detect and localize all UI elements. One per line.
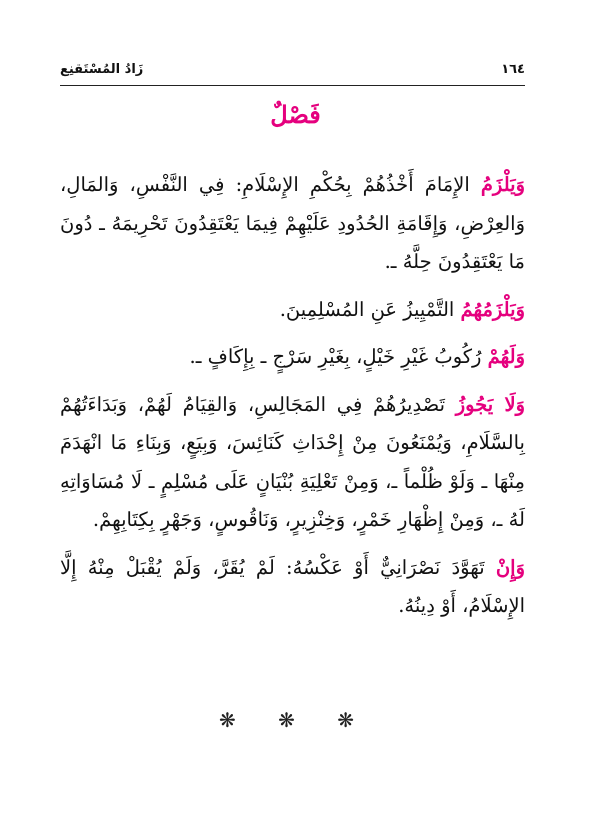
paragraph-text: رُكُوبُ غَيْرِ خَيْلٍ، بِغَيْرِ سَرْجٍ ـ بِإِكَافٍ ـ.: [189, 345, 488, 368]
header-rule: [60, 85, 525, 86]
body-text: [60, 166, 525, 635]
paragraph: [60, 338, 525, 377]
paragraph-text: الإِمَامَ أَخْذُهُمْ بِحُكْمِ الإِسْلَامِ: فِي النَّفْسِ، وَالمَالِ، وَالعِرْضِ، وَإِقَامَةِ الحُدُودِ عَلَيْهِمْ فِيمَا يَعْتَقِدُونَ تَحْرِيمَهُ ـ دُونَ مَا يَعْتَقِدُونَ حِلَّهُ ـ.: [60, 173, 525, 273]
paragraph: [60, 166, 525, 282]
paragraph-keyword: وَيَلْزَمُهُمُ: [460, 297, 525, 321]
page-number: ١٦٤: [501, 61, 525, 77]
paragraph: [60, 549, 525, 626]
section-end-ornament: ❋ ❋ ❋: [219, 708, 372, 732]
section-title: فَصْلٌ: [270, 100, 321, 129]
paragraph: [60, 291, 525, 330]
running-header: [60, 58, 525, 80]
paragraph-text: تَهَوَّدَ نَصْرَانِيٌّ أَوْ عَكْسُهُ: لَمْ يُقَرَّ، وَلَمْ يُقْبَلْ مِنْهُ إِلَّا الإِسْلَامُ، أَوْ دِينُهُ.: [60, 555, 525, 617]
book-title: زَادُ المُسْتَقنِع: [60, 61, 144, 77]
paragraph-keyword: وَلَهُمْ: [487, 345, 525, 368]
paragraph: [60, 386, 525, 540]
paragraph-keyword: وَلَا يَجُوزُ: [455, 392, 525, 416]
paragraph-keyword: وَإِنْ: [495, 555, 525, 579]
paragraph-keyword: وَيَلْزَمُ: [480, 173, 525, 196]
paragraph-text: التَّمْيِيزُ عَنِ المُسْلِمِينَ.: [279, 297, 461, 321]
paragraph-text: تَصْدِيرُهُمْ فِي المَجَالِسِ، وَالقِيَامُ لَهُمْ، وَبَدَاءَتُهُمْ بِالسَّلَامِ، وَيُمْنَعُونَ مِنْ إِحْدَاثِ كَنَائِسَ، وَبِيَعٍ، وَبِنَاءِ مَا انْهَدَمَ مِنْهَا ـ وَلَوْ ظُلْماً ـ، وَمِنْ تَعْلِيَةِ بُنْيَانٍ عَلَى مُسْلِمٍ ـ لَا مُسَاوَاتِهِ لَهُ ـ، وَمِنْ إِظْهَارِ خَمْرٍ، وَخِنْزِيرٍ، وَنَاقُوسٍ، وَجَهْرٍ بِكِتَابِهِمْ.: [60, 392, 525, 531]
